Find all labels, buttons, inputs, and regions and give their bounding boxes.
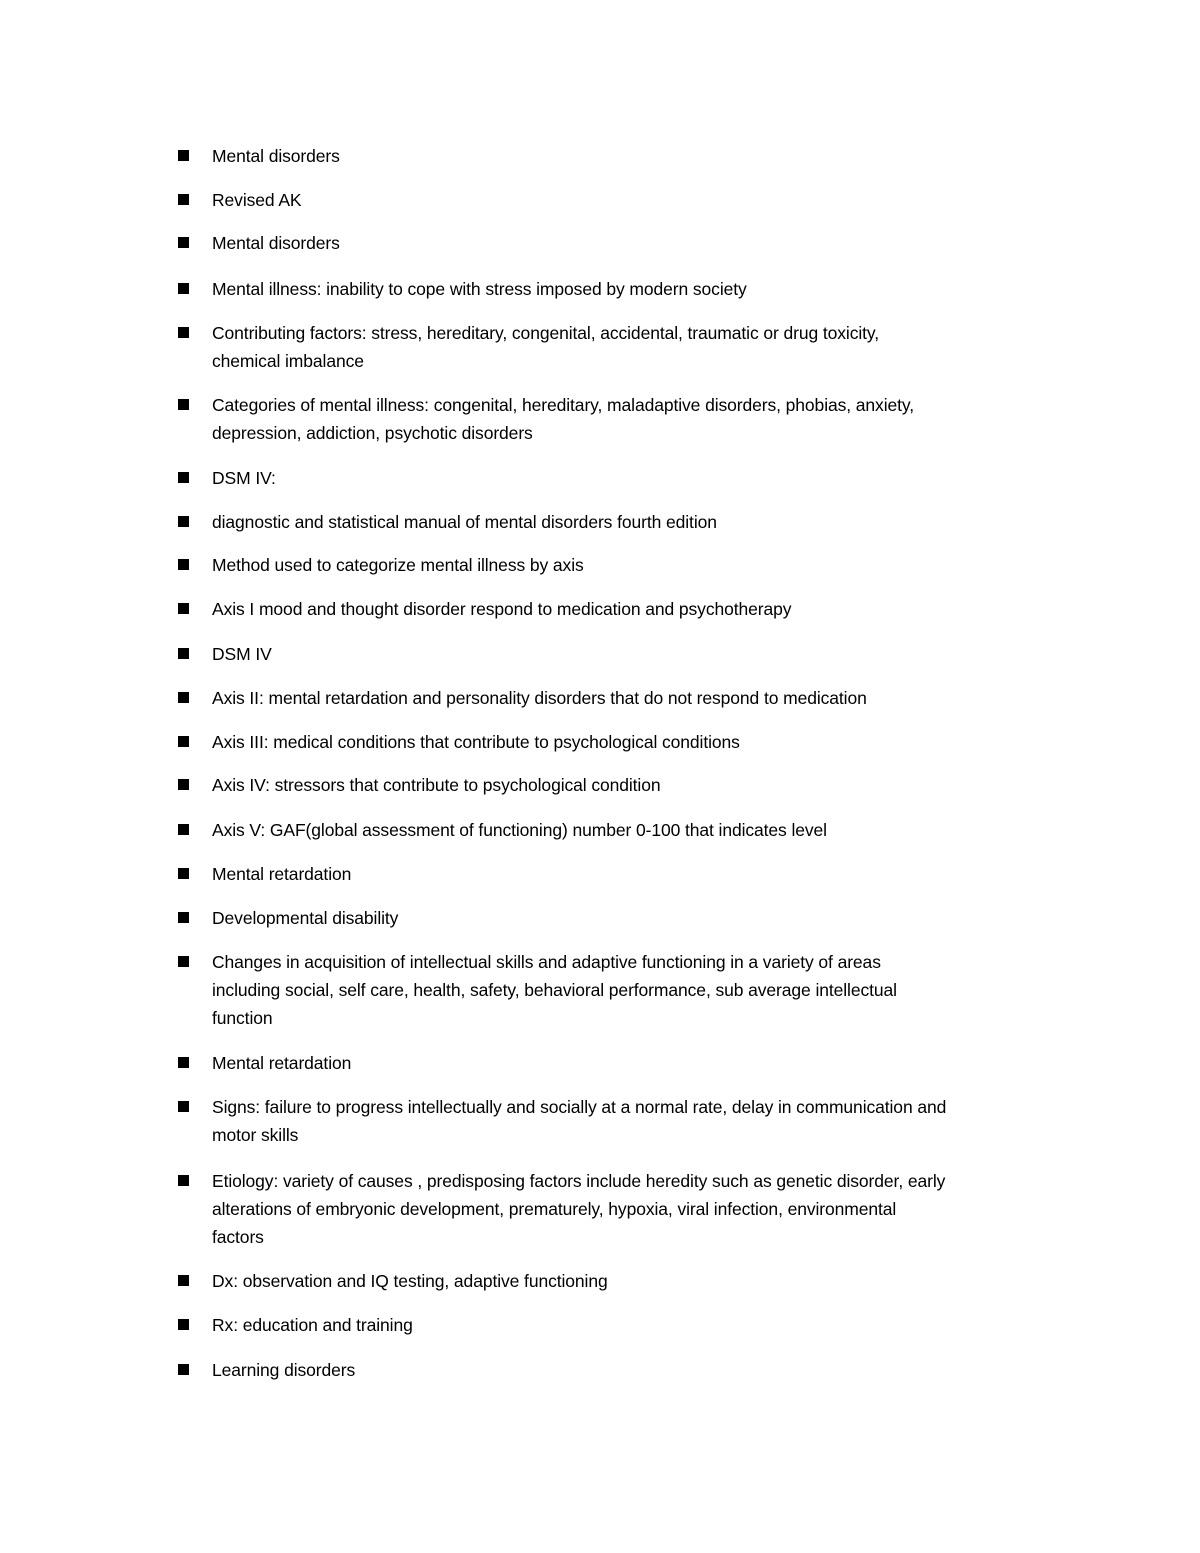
list-item bbox=[178, 186, 1058, 214]
square-bullet-icon bbox=[178, 736, 189, 747]
list-item bbox=[178, 551, 1058, 579]
list-item bbox=[178, 1311, 1058, 1339]
list-item bbox=[178, 142, 1058, 170]
list-item bbox=[178, 728, 1058, 756]
list-item bbox=[178, 860, 1058, 888]
square-bullet-icon bbox=[178, 603, 189, 614]
list-item bbox=[178, 1267, 1058, 1295]
list-item bbox=[178, 319, 1058, 375]
bullet-text: Mental retardation bbox=[212, 1053, 352, 1073]
list-item bbox=[178, 684, 1058, 712]
square-bullet-icon bbox=[178, 956, 189, 967]
bullet-text: Axis III: medical conditions that contribute to psychological conditions bbox=[212, 732, 740, 752]
bullet-text: Revised AK bbox=[212, 190, 302, 210]
square-bullet-icon bbox=[178, 194, 189, 205]
list-item bbox=[178, 1356, 1058, 1384]
bullet-text: Rx: education and training bbox=[212, 1315, 413, 1335]
list-item bbox=[178, 508, 1058, 536]
list-item bbox=[178, 1093, 1058, 1149]
square-bullet-icon bbox=[178, 283, 189, 294]
square-bullet-icon bbox=[178, 1319, 189, 1330]
square-bullet-icon bbox=[178, 868, 189, 879]
square-bullet-icon bbox=[178, 648, 189, 659]
square-bullet-icon bbox=[178, 472, 189, 483]
list-item bbox=[178, 275, 1058, 303]
bullet-text: Dx: observation and IQ testing, adaptive functioning bbox=[212, 1271, 608, 1291]
square-bullet-icon bbox=[178, 559, 189, 570]
square-bullet-icon bbox=[178, 327, 189, 338]
square-bullet-icon bbox=[178, 912, 189, 923]
bullet-text: DSM IV bbox=[212, 644, 272, 664]
bullet-text: diagnostic and statistical manual of mental disorders fourth edition bbox=[212, 512, 717, 532]
square-bullet-icon bbox=[178, 1175, 189, 1186]
list-item bbox=[178, 640, 1058, 668]
list-item bbox=[178, 595, 1058, 623]
square-bullet-icon bbox=[178, 779, 189, 790]
bullet-text: Axis IV: stressors that contribute to psychological condition bbox=[212, 775, 661, 795]
list-item bbox=[178, 816, 1058, 844]
bullet-text: Changes in acquisition of intellectual skills and adaptive functioning in a variety of areas including social, self care, health, safety, behavioral performance, sub average intellectual function bbox=[212, 952, 897, 1028]
list-item bbox=[178, 771, 1058, 799]
bullet-text: DSM IV: bbox=[212, 468, 276, 488]
list-item bbox=[178, 229, 1058, 257]
list-item bbox=[178, 1167, 1058, 1251]
bullet-text: Mental retardation bbox=[212, 864, 352, 884]
square-bullet-icon bbox=[178, 692, 189, 703]
bullet-text: Learning disorders bbox=[212, 1360, 356, 1380]
bullet-text: Method used to categorize mental illness by axis bbox=[212, 555, 584, 575]
bullet-text: Mental disorders bbox=[212, 233, 340, 253]
square-bullet-icon bbox=[178, 516, 189, 527]
bullet-text: Signs: failure to progress intellectually and socially at a normal rate, delay in communication and motor skills bbox=[212, 1097, 947, 1145]
square-bullet-icon bbox=[178, 150, 189, 161]
bullet-text: Mental illness: inability to cope with stress imposed by modern society bbox=[212, 279, 747, 299]
square-bullet-icon bbox=[178, 237, 189, 248]
list-item bbox=[178, 391, 1058, 447]
square-bullet-icon bbox=[178, 399, 189, 410]
bullet-text: Categories of mental illness: congenital, hereditary, maladaptive disorders, phobias, anxiety, depression, addiction, psychotic disorders bbox=[212, 395, 914, 443]
square-bullet-icon bbox=[178, 1057, 189, 1068]
list-item bbox=[178, 904, 1058, 932]
bullet-text: Axis I mood and thought disorder respond to medication and psychotherapy bbox=[212, 599, 792, 619]
bullet-text: Mental disorders bbox=[212, 146, 340, 166]
square-bullet-icon bbox=[178, 824, 189, 835]
bullet-text: Contributing factors: stress, hereditary, congenital, accidental, traumatic or drug toxicity, chemical imbalance bbox=[212, 323, 880, 371]
list-item bbox=[178, 1049, 1058, 1077]
bullet-text: Etiology: variety of causes , predisposing factors include heredity such as genetic disorder, early alterations of embryonic development, prematurely, hypoxia, viral infection, environmental factors bbox=[212, 1171, 946, 1247]
bullet-text: Developmental disability bbox=[212, 908, 399, 928]
list-item bbox=[178, 948, 1058, 1032]
square-bullet-icon bbox=[178, 1101, 189, 1112]
square-bullet-icon bbox=[178, 1364, 189, 1375]
square-bullet-icon bbox=[178, 1275, 189, 1286]
list-item bbox=[178, 464, 1058, 492]
bullet-text: Axis V: GAF(global assessment of functioning) number 0-100 that indicates level bbox=[212, 820, 827, 840]
bullet-text: Axis II: mental retardation and personality disorders that do not respond to medication bbox=[212, 688, 867, 708]
